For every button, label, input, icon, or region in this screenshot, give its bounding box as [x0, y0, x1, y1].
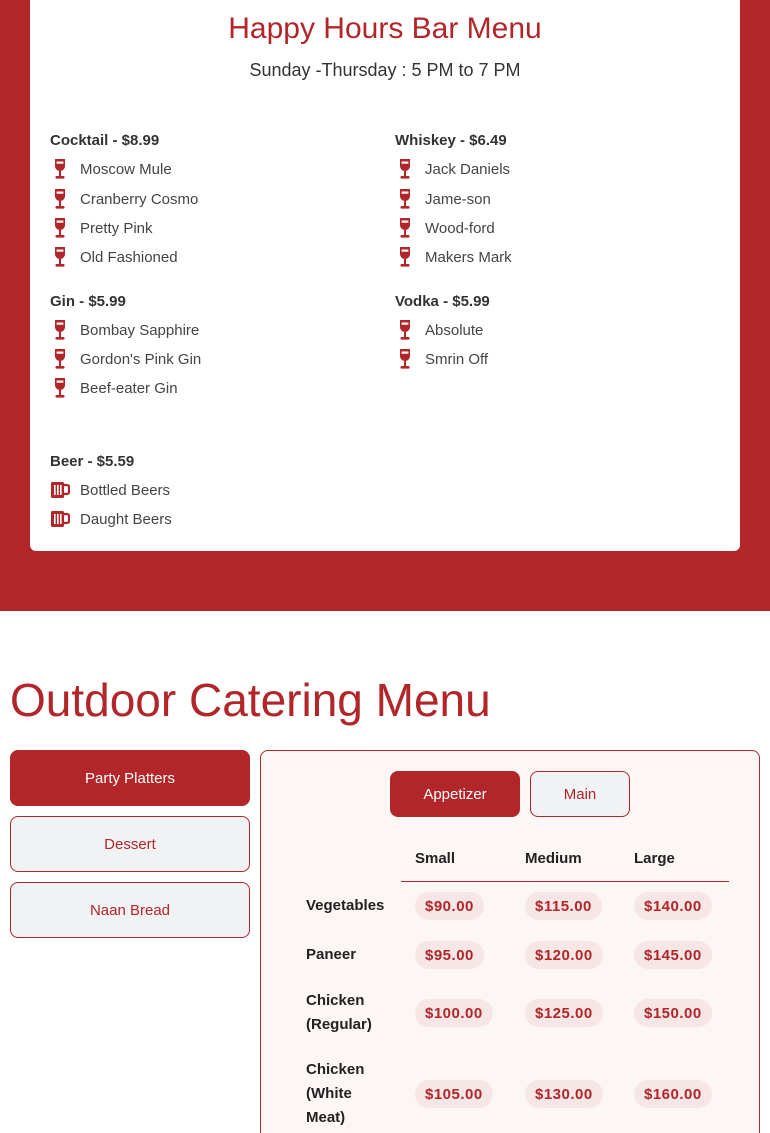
- row-label-vegetables: Vegetables: [306, 897, 385, 914]
- list-item: Bombay Sapphire: [50, 319, 199, 341]
- list-item: Moscow Mule: [50, 158, 172, 180]
- column-header-medium: Medium: [525, 850, 582, 867]
- list-item: Wood-ford: [395, 217, 495, 239]
- row-label-chicken-white-meat: Chicken (White Meat): [306, 1061, 365, 1126]
- price-badge: $120.00: [525, 941, 603, 969]
- sidebar-item-naan-bread[interactable]: Naan Bread: [10, 882, 250, 938]
- table-header-divider: [401, 881, 729, 882]
- list-item: Makers Mark: [395, 246, 512, 268]
- category-vodka: Vodka - $5.99: [395, 293, 490, 310]
- bar-menu-card: [30, 0, 740, 551]
- price-badge: $90.00: [415, 892, 484, 920]
- price-badge: $150.00: [634, 999, 712, 1027]
- beer-mug-icon: [50, 479, 70, 501]
- category-whiskey: Whiskey - $6.49: [395, 132, 507, 149]
- column-header-large: Large: [634, 850, 675, 867]
- price-badge: $125.00: [525, 999, 603, 1027]
- bar-menu-hours: Sunday -Thursday : 5 PM to 7 PM: [249, 60, 521, 80]
- wine-glass-icon: [395, 158, 415, 180]
- tab-appetizer[interactable]: Appetizer: [390, 771, 520, 817]
- wine-glass-icon: [50, 319, 70, 341]
- wine-glass-icon: [50, 158, 70, 180]
- list-item: Jack Daniels: [395, 158, 510, 180]
- beer-mug-icon: [50, 508, 70, 530]
- category-gin: Gin - $5.99: [50, 293, 126, 310]
- list-item: Gordon's Pink Gin: [50, 348, 201, 370]
- list-item: Pretty Pink: [50, 217, 153, 239]
- price-badge: $140.00: [634, 892, 712, 920]
- sidebar-item-party-platters[interactable]: Party Platters: [10, 750, 250, 806]
- category-cocktail: Cocktail - $8.99: [50, 132, 160, 149]
- list-item: Old Fashioned: [50, 246, 178, 268]
- wine-glass-icon: [395, 188, 415, 210]
- list-item: Daught Beers: [50, 508, 172, 530]
- list-item: Absolute: [395, 319, 483, 341]
- row-label-paneer: Paneer: [306, 946, 357, 963]
- price-badge: $145.00: [634, 941, 712, 969]
- wine-glass-icon: [395, 319, 415, 341]
- list-item: Smrin Off: [395, 348, 488, 370]
- price-badge: $115.00: [525, 892, 602, 920]
- wine-glass-icon: [395, 217, 415, 239]
- wine-glass-icon: [395, 246, 415, 268]
- price-badge: $100.00: [415, 999, 493, 1027]
- wine-glass-icon: [50, 188, 70, 210]
- wine-glass-icon: [395, 348, 415, 370]
- price-badge: $160.00: [634, 1080, 712, 1108]
- category-beer: Beer - $5.59: [50, 453, 135, 470]
- list-item: Bottled Beers: [50, 479, 170, 501]
- row-label-chicken-regular: Chicken (Regular): [306, 992, 372, 1033]
- wine-glass-icon: [50, 348, 70, 370]
- tab-main[interactable]: Main: [530, 771, 630, 817]
- list-item: Jame-son: [395, 188, 491, 210]
- wine-glass-icon: [50, 246, 70, 268]
- list-item: Cranberry Cosmo: [50, 188, 198, 210]
- list-item: Beef-eater Gin: [50, 377, 178, 399]
- sidebar-item-dessert[interactable]: Dessert: [10, 816, 250, 872]
- bar-menu-title: Happy Hours Bar Menu: [228, 12, 542, 45]
- catering-title: Outdoor Catering Menu: [10, 674, 491, 726]
- column-header-small: Small: [415, 850, 456, 867]
- price-badge: $130.00: [525, 1080, 603, 1108]
- price-badge: $95.00: [415, 941, 484, 969]
- price-badge: $105.00: [415, 1080, 493, 1108]
- wine-glass-icon: [50, 377, 70, 399]
- wine-glass-icon: [50, 217, 70, 239]
